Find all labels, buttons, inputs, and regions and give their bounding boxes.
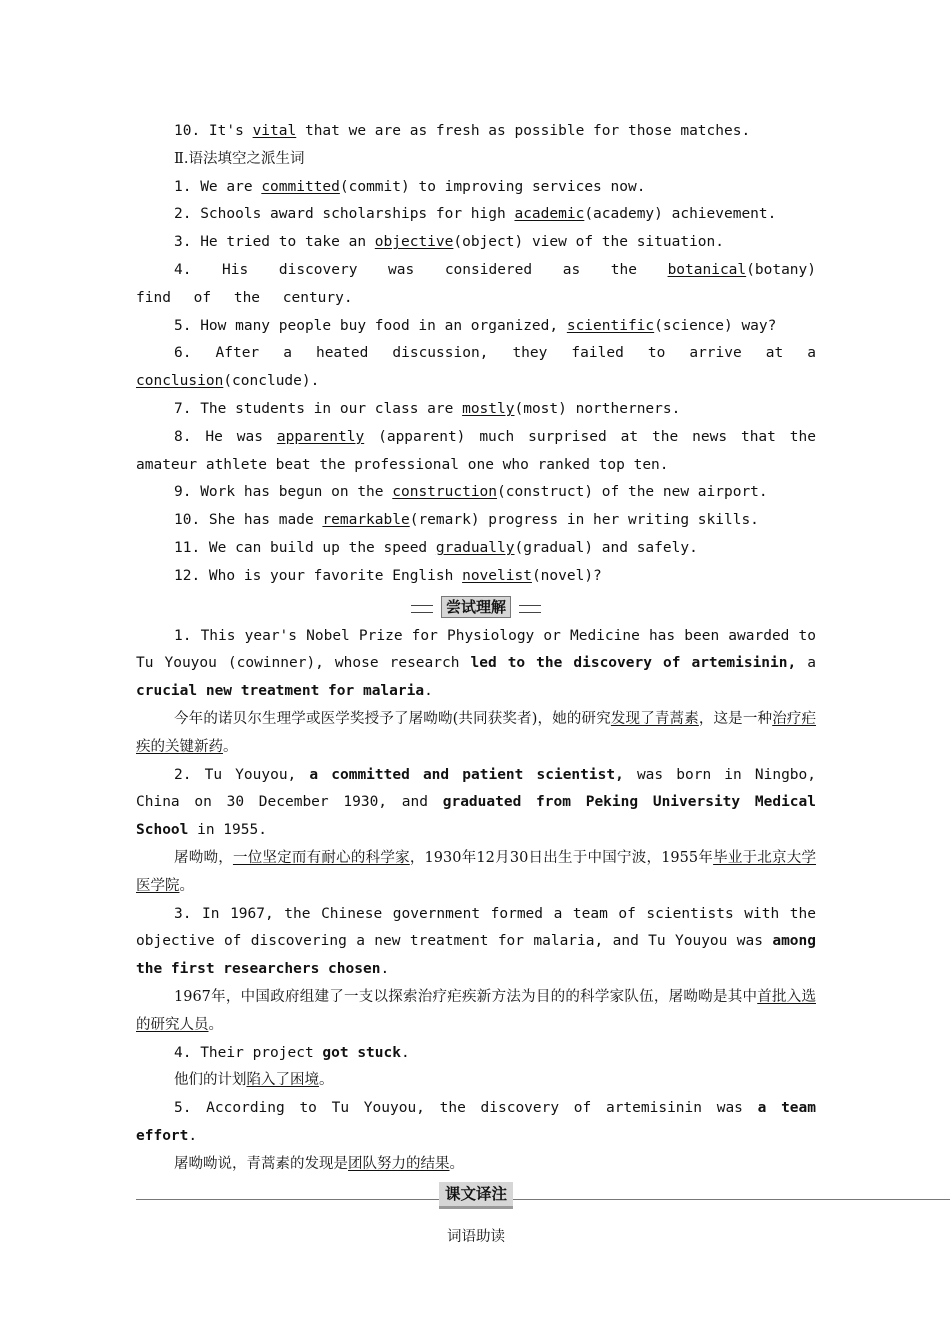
try-item-1-en: 1. This year's Nobel Prize for Physiology or Medicine has been awarded to Tu Youyou (cowinner), whose research led to the discovery of artemisinin, a crucial new treatment for malaria. (136, 627, 816, 700)
section-divider (136, 1199, 950, 1200)
answer-blank: academic (514, 206, 585, 223)
grammar-item-10: 10. She has made remarkable(remark) progress in her writing skills. (174, 512, 759, 529)
answer-blank: gradually (435, 539, 515, 556)
section-heading-try-understand (136, 593, 816, 623)
answer-blank: remarkable (322, 512, 410, 529)
grammar-item-8: 8. He was apparently (apparent) much surprised at the news that the amateur athlete beat the professional one who ranked top ten. (136, 428, 816, 473)
try-item-3-en: 3. In 1967, the Chinese government formed a team of scientists with the objective of discovering a new treatment for malaria, and Tu Youyou was among the first researchers chosen. (136, 905, 816, 978)
section-heading-text-notes (136, 1180, 816, 1218)
try-item-2-cn: 屠呦呦，一位坚定而有耐心的科学家，1930年12月30日出生于中国宁波，1955年毕业于北京大学医学院。 (136, 849, 817, 894)
section-badge: 尝试理解 (441, 596, 511, 618)
grammar-item-5: 5. How many people buy food in an organized, scientific(science) way? (174, 317, 777, 334)
try-item-4-en: 4. Their project got stuck. (174, 1044, 410, 1061)
try-item-5-cn: 屠呦呦说，青蒿素的发现是团队努力的结果。 (174, 1155, 464, 1172)
section-badge: 课文译注 (439, 1182, 513, 1209)
subheading-word-help: 词语助读 (447, 1229, 505, 1246)
grammar-item-7: 7. The students in our class are mostly(most) northerners. (174, 400, 681, 417)
grammar-item-3: 3. He tried to take an objective(object) view of the situation. (174, 234, 724, 251)
answer-blank: mostly (462, 400, 515, 417)
answer-blank: conclusion (136, 373, 224, 390)
try-item-1-cn: 今年的诺贝尔生理学或医学奖授予了屠呦呦(共同获奖者)，她的研究发现了青蒿素，这是一种治疗疟疾的关键新药。 (136, 710, 817, 755)
answer-blank: botanical (667, 261, 747, 278)
answer-blank: novelist (462, 567, 532, 584)
grammar-item-1: 1. We are committed(commit) to improving services now. (174, 178, 646, 195)
answer-blank: apparently (276, 428, 365, 445)
try-item-4-cn: 他们的计划陷入了困境。 (174, 1072, 334, 1089)
answer-blank: construction (392, 484, 498, 501)
grammar-item-11: 11. We can build up the speed gradually(gradual) and safely. (174, 539, 698, 556)
answer-blank: objective (374, 234, 454, 251)
try-item-2-en: 2. Tu Youyou, a committed and patient scientist, was born in Ningbo, China on 30 December 1930, and graduated from Peking University Medical School in 1955. (136, 766, 816, 839)
document-page (136, 118, 816, 1252)
try-item-5-en: 5. According to Tu Youyou, the discovery of artemisinin was a team effort. (136, 1100, 816, 1144)
answer-blank: committed (261, 178, 340, 195)
section-title-grammar-fill: Ⅱ.语法填空之派生词 (174, 150, 305, 167)
grammar-item-9: 9. Work has begun on the construction(construct) of the new airport. (174, 484, 768, 501)
grammar-item-6: 6. After a heated discussion, they failed to arrive at a conclusion(conclude). (136, 345, 816, 390)
answer-blank: vital (252, 123, 297, 139)
answer-blank: scientific (566, 317, 655, 334)
grammar-item-4: 4. His discovery was considered as the botanical(botany) find of the century. (136, 261, 816, 306)
grammar-item-12: 12. Who is your favorite English novelist(novel)? (174, 567, 602, 584)
try-item-3-cn: 1967年，中国政府组建了一支以探索治疗疟疾新方法为目的的科学家队伍，屠呦呦是其中首批入选的研究人员。 (136, 988, 816, 1033)
grammar-item-2: 2. Schools award scholarships for high academic(academy) achievement. (174, 206, 777, 223)
vocab-item-10: 10. It's vital that we are as fresh as possible for those matches. (174, 123, 751, 139)
